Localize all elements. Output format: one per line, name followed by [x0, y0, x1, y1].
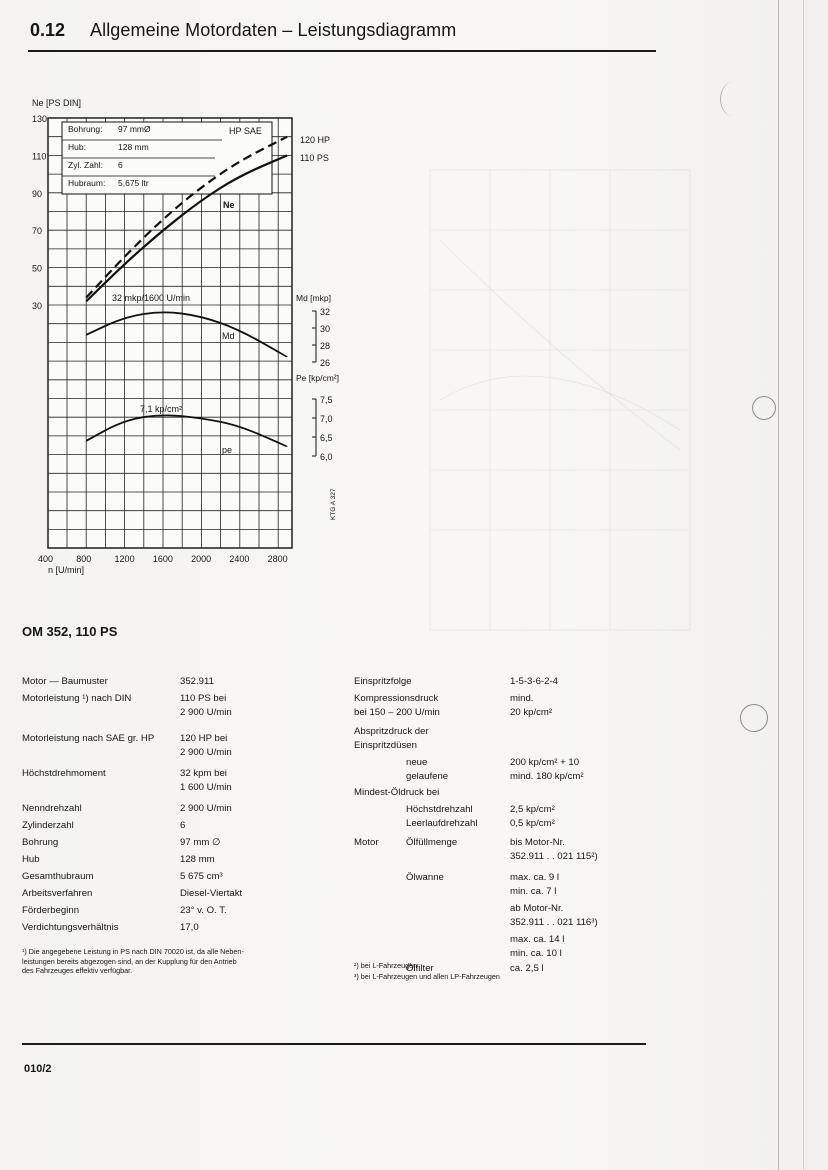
spec-value: 17,0: [180, 922, 199, 933]
x-axis-label: n [U/min]: [48, 565, 85, 575]
x-tick-label: 2800: [267, 554, 288, 564]
oelwanne-v3: ab Motor-Nr.: [510, 903, 564, 914]
abspritz-label2: Einspritzdüsen: [354, 740, 417, 751]
ktg-reference: KTG A 327: [330, 488, 337, 520]
einspritzfolge-label: Einspritzfolge: [354, 676, 412, 687]
section-number: 0.12: [30, 20, 66, 40]
spec-value: 110 PS bei: [180, 693, 227, 704]
md-max-annotation: 32 mkp/1600 U/min: [112, 293, 191, 303]
spec-label: Zylinderzahl: [22, 820, 74, 831]
spec-value: 120 HP bei: [180, 733, 228, 744]
spec-label: Arbeitsverfahren: [22, 888, 93, 899]
kompression-label: Kompressionsdruck: [354, 693, 439, 704]
oelwanne-label: Ölwanne: [406, 872, 444, 883]
spec-label: Motor — Baumuster: [22, 676, 108, 687]
x-tick-label: 1600: [152, 554, 173, 564]
x-tick-label: 2000: [191, 554, 212, 564]
footnote-1-line-2: leistungen bereits abgezogen sind, an der Kupplung für den Antrieb: [22, 956, 237, 966]
oelwanne-v1: max. ca. 9 l: [510, 872, 560, 883]
info-bohrung-val: 97 mmØ: [118, 124, 151, 134]
kompression-value: mind.: [510, 693, 534, 704]
pe-tick-label: 7,0: [320, 414, 333, 424]
footnote-1: [22, 947, 244, 976]
spec-value: 2 900 U/min: [180, 803, 232, 814]
y-tick-label: 130: [32, 114, 48, 124]
kompression-label2: bei 150 – 200 U/min: [354, 707, 440, 718]
einspritzfolge-value: 1-5-3-6-2-4: [510, 676, 558, 687]
md-tick-label: 30: [320, 324, 331, 334]
abspritz-label: Abspritzdruck der: [354, 726, 429, 737]
end-label-110ps: 110 PS: [300, 153, 329, 163]
pe-curve-label: pe: [222, 445, 233, 455]
pe-max-annotation: 7,1 kp/cm²: [140, 404, 183, 414]
oelfuell-value1: bis Motor-Nr.: [510, 837, 565, 848]
oelfilter-value: ca. 2,5 l: [510, 963, 544, 974]
oeldruck-ld-value: 0,5 kp/cm²: [510, 818, 555, 829]
pe-tick-label: 6,0: [320, 452, 333, 462]
spec-table-right: [354, 675, 654, 1005]
abspritz-neue: neue: [406, 757, 428, 768]
spec-value: 1 600 U/min: [180, 782, 232, 793]
oelwanne-v6: min. ca. 10 l: [510, 948, 562, 959]
oelwanne-v4: 352.911 . . 021 116³): [510, 917, 598, 928]
info-zyl-val: 6: [118, 160, 123, 170]
bottom-rule: [22, 1043, 646, 1045]
info-bohrung-key: Bohrung:: [68, 124, 103, 134]
md-tick-label: 32: [320, 307, 331, 317]
spec-label: Gesamthubraum: [22, 871, 94, 882]
kompression-value2: 20 kp/cm²: [510, 707, 553, 718]
footnote-1-line-3: des Fahrzeuges effektiv verfügbar.: [22, 966, 133, 975]
spec-label: Motorleistung nach SAE gr. HP: [22, 733, 155, 744]
page-number: 010/2: [24, 1063, 52, 1075]
footnote-1-line-1: ¹) Die angegebene Leistung in PS nach DIN 70020 ist, da alle Neben-: [22, 947, 244, 956]
spec-value: 128 mm: [180, 854, 215, 865]
model-title: OM 352, 110 PS: [22, 624, 118, 639]
abspritz-gelaufene: gelaufene: [406, 771, 449, 782]
spec-label: Förderbeginn: [22, 905, 80, 916]
spec-value: 5 675 cm³: [180, 871, 223, 882]
spec-value: 2 900 U/min: [180, 707, 232, 718]
y-tick-label: 90: [32, 188, 43, 199]
spec-value: 97 mm ∅: [180, 837, 221, 848]
spec-value: 352.911: [180, 676, 214, 687]
oelwanne-v2: min. ca. 7 l: [510, 886, 557, 897]
md-axis-label: Md [mkp]: [296, 293, 331, 303]
footnote-2: ²) bei L-Fahrzeugen: [354, 961, 418, 970]
y-axis-label: Ne [PS DIN]: [32, 98, 82, 108]
info-hubraum-key: Hubraum:: [68, 178, 106, 188]
spec-label: Höchstdrehmoment: [22, 768, 106, 779]
spec-value: 32 kpm bei: [180, 768, 227, 779]
page-title: Allgemeine Motordaten – Leistungsdiagramm: [90, 20, 457, 40]
oelwanne-v5: max. ca. 14 l: [510, 934, 565, 945]
spec-label: Bohrung: [22, 837, 59, 848]
oelfuell-label: Ölfüllmenge: [406, 837, 458, 848]
x-tick-label: 2400: [229, 554, 250, 564]
y-tick-label: 70: [32, 226, 43, 237]
pe-axis-label: Pe [kp/cm²]: [296, 373, 339, 383]
x-tick-label: 800: [76, 554, 92, 564]
pe-tick-label: 6,5: [320, 433, 333, 443]
md-tick-label: 26: [320, 358, 331, 368]
y-tick-label: 110: [32, 151, 47, 162]
motor-label: Motor: [354, 837, 379, 848]
oelfuell-value2: 352.911 . . 021 115²): [510, 851, 598, 862]
md-tick-label: 28: [320, 341, 331, 351]
punch-hole-lower: [740, 704, 768, 732]
abspritz-neue-value: 200 kp/cm² + 10: [510, 757, 580, 768]
oeldruck-ld: Leerlaufdrehzahl: [406, 818, 478, 829]
oeldruck-hd-value: 2,5 kp/cm²: [510, 804, 555, 815]
spec-label: Nenndrehzahl: [22, 803, 82, 814]
spec-label: Verdichtungsverhältnis: [22, 922, 119, 933]
info-zyl-key: Zyl. Zahl:: [68, 160, 103, 170]
info-hub-val: 128 mm: [118, 142, 149, 152]
spec-value: 2 900 U/min: [180, 747, 232, 758]
footnote-3: ³) bei L-Fahrzeugen und allen LP-Fahrzeugen: [354, 972, 500, 981]
spec-value: 23° v. O. T.: [180, 905, 227, 916]
info-hubraum-val: 5,675 ltr: [118, 178, 149, 188]
end-label-120hp: 120 HP: [300, 135, 331, 145]
x-tick-label: 1200: [114, 554, 135, 564]
y-tick-label: 50: [32, 263, 43, 274]
info-hub-key: Hub:: [68, 142, 86, 152]
y-tick-label: 30: [32, 301, 43, 311]
oeldruck-label: Mindest-Öldruck bei: [354, 787, 440, 798]
hp-sae-label: HP SAE: [229, 126, 262, 136]
oelfilter-label: Ölfilter: [406, 963, 434, 974]
spec-value: 6: [180, 820, 186, 831]
oeldruck-hd: Höchstdrehzahl: [406, 804, 473, 815]
pe-tick-label: 7,5: [320, 395, 333, 405]
md-curve-label: Md: [222, 331, 235, 341]
ne-curve-label: Ne: [223, 200, 235, 210]
spec-value: Diesel-Viertakt: [180, 888, 243, 899]
spec-label: Motorleistung ¹) nach DIN: [22, 693, 132, 704]
spec-label: Hub: [22, 854, 40, 865]
abspritz-gelaufene-value: mind. 180 kp/cm²: [510, 771, 584, 782]
x-tick-label: 400: [38, 554, 54, 564]
